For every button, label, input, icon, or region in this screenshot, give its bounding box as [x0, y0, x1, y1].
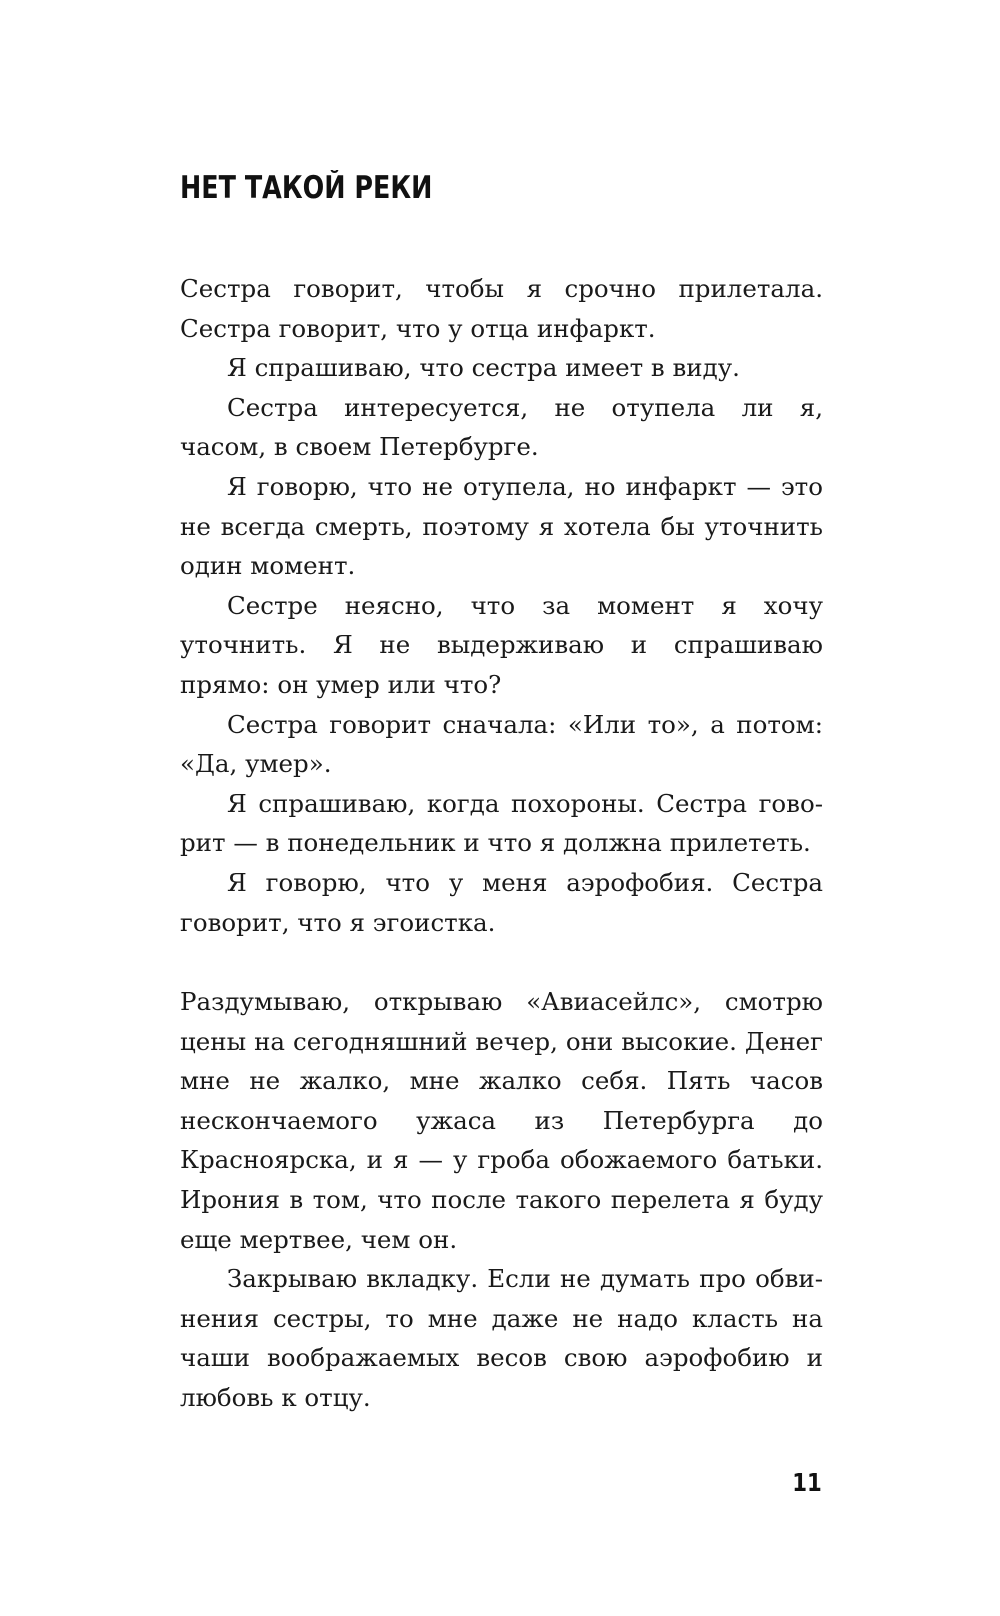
paragraph: Я спрашиваю, что сестра имеет в виду.: [227, 353, 740, 383]
paragraph: Я говорю, что не отупела, но инфаркт — это не всегда смерть, поэтому я хотела бы уточнить один момент.: [180, 471, 823, 581]
paragraph: Я спрашиваю, когда похороны. Сестра говорит — в понедельник и что я должна прилететь.: [180, 788, 823, 858]
page-number: 11: [792, 1468, 822, 1497]
text-section-1: [180, 269, 823, 942]
text-section-2: [180, 982, 823, 1418]
paragraph: Сестра говорит, чтобы я срочно прилетала. Сестра говорит, что у отца инфаркт.: [180, 274, 823, 343]
chapter-title: НЕТ ТАКОЙ РЕКИ: [180, 170, 433, 206]
paragraph: Закрываю вкладку. Если не думать про обвинения сестры, то мне даже не надо класть на чаши воображаемых весов свою аэрофобию и любовь к отцу.: [180, 1264, 823, 1412]
paragraph: Сестра интересуется, не отупела ли я, часом, в своем Петербурге.: [180, 392, 823, 462]
paragraph: Сестре неясно, что за момент я хочу уточнить. Я не выдерживаю и спрашиваю прямо: он умер или что?: [180, 590, 823, 699]
paragraph: Я говорю, что у меня аэрофобия. Сестра говорит, что я эгоистка.: [180, 867, 823, 937]
paragraph: Сестра говорит сначала: «Или то», а потом: «Да, умер».: [180, 709, 823, 779]
paragraph: Раздумываю, открываю «Авиасейлс», смотрю цены на сегодняшний вечер, они высокие. Денег мне не жалко, мне жалко себя. Пять часов нескончаемого ужаса из Петербурга до Красноярска, и я — у гроба обожаемого батьки. Ирония в том, что после такого перелета я буду еще мертвее, чем он.: [180, 987, 823, 1254]
